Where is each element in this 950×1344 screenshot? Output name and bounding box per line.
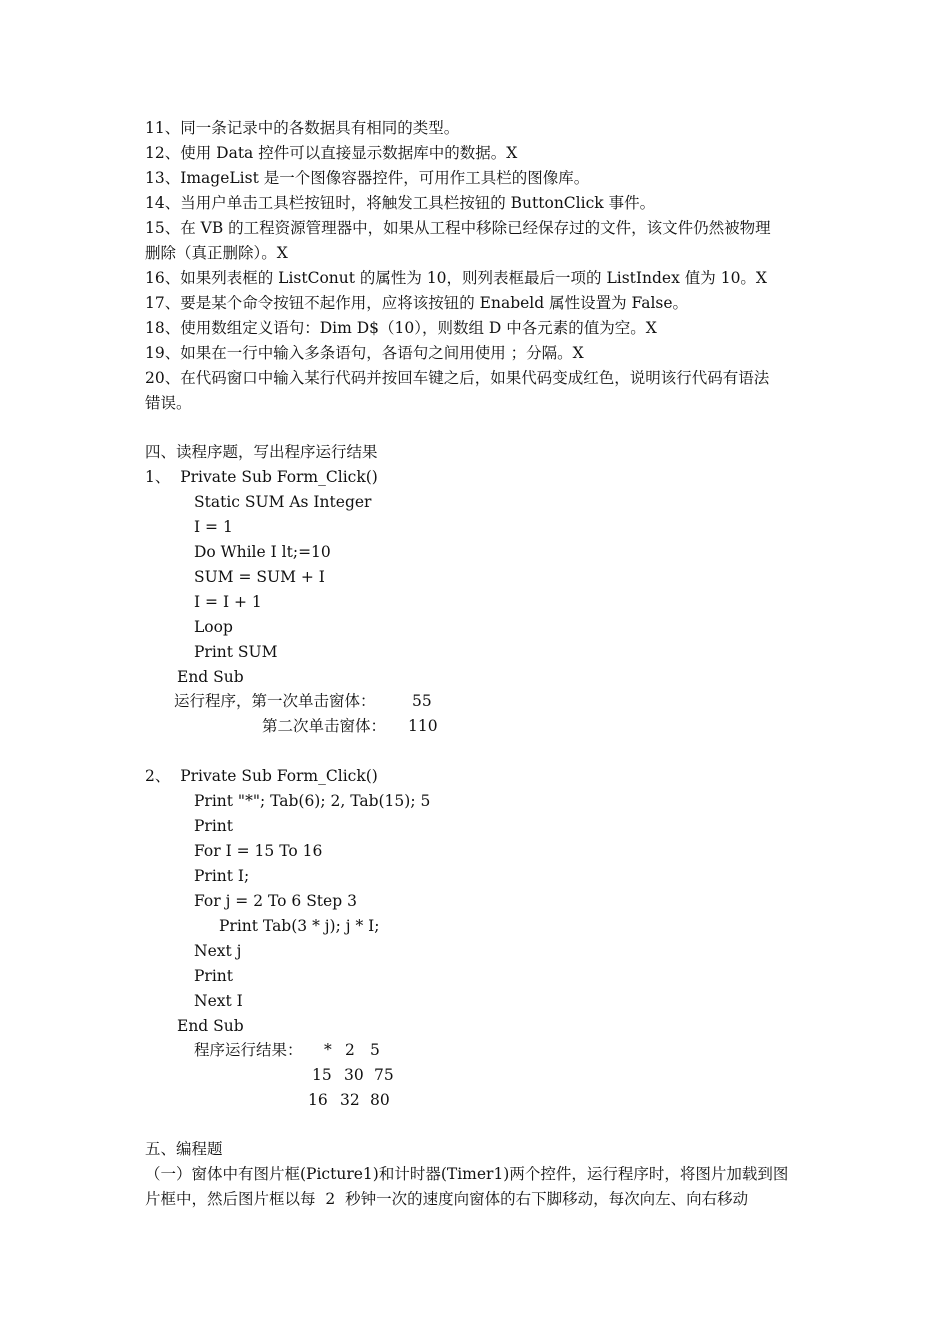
result-cell: * [324,1041,332,1059]
code-line: Print SUM [194,643,278,661]
code-line: Static SUM As Integer [194,493,372,511]
result-cell: 75 [374,1066,394,1084]
section-heading: 五、编程题 [145,1140,223,1158]
code-line: Next j [194,942,242,960]
paragraph-line: 片框中，然后图片框以每 2 秒钟一次的速度向窗体的右下脚移动，每次向左、向右移动 [145,1190,749,1208]
result-label: 程序运行结果： [194,1041,303,1059]
result-cell: 5 [370,1041,380,1059]
code-end: End Sub [177,668,244,686]
tf-item: 14、当用户单击工具栏按钮时，将触发工具栏按钮的 ButtonClick 事件。 [145,194,656,212]
program-header: 1、 Private Sub Form_Click() [145,468,378,486]
program-header: 2、 Private Sub Form_Click() [145,767,378,785]
tf-item: 17、要是某个命令按钮不起作用，应将该按钮的 Enabeld 属性设置为 False。 [145,294,689,312]
code-line: Do While I lt;=10 [194,543,331,561]
result-cell: 15 [312,1066,332,1084]
result-label: 运行程序，第一次单击窗体： [174,692,376,710]
result-label: 第二次单击窗体： [262,717,387,735]
code-line: Next I [194,992,243,1010]
result-cell: 32 [340,1091,360,1109]
tf-item: 16、如果列表框的 ListConut 的属性为 10，则列表框最后一项的 ListIndex 值为 10。X [145,269,767,287]
result-value: 55 [412,692,432,710]
tf-item: 错误。 [145,394,192,412]
result-cell: 30 [344,1066,364,1084]
code-line: Print [194,817,234,835]
tf-item: 20、在代码窗口中输入某行代码并按回车键之后，如果代码变成红色，说明该行代码有语法 [145,369,770,387]
result-cell: 2 [345,1041,355,1059]
code-line: Print Tab(3 * j); j * I; [219,917,380,935]
paragraph-line: （一）窗体中有图片框(Picture1)和计时器(Timer1)两个控件，运行程序时，将图片加载到图 [145,1165,789,1183]
tf-item: 12、使用 Data 控件可以直接显示数据库中的数据。X [145,144,518,162]
tf-item: 19、如果在一行中输入多条语句，各语句之间用使用 ；分隔。X [145,344,584,362]
code-line: For I = 15 To 16 [194,842,323,860]
tf-item: 15、在 VB 的工程资源管理器中，如果从工程中移除已经保存过的文件，该文件仍然被物理 [145,219,771,237]
code-line: Loop [194,618,233,636]
result-value: 110 [408,717,438,735]
result-cell: 80 [370,1091,390,1109]
code-line: I = I + 1 [194,593,262,611]
code-line: SUM = SUM + I [194,568,325,586]
code-line: Print I; [194,867,250,885]
tf-item: 13、ImageList 是一个图像容器控件，可用作工具栏的图像库。 [145,169,590,187]
code-end: End Sub [177,1017,244,1035]
tf-item: 11、同一条记录中的各数据具有相同的类型。 [145,119,460,137]
result-cell: 16 [308,1091,328,1109]
code-line: For j = 2 To 6 Step 3 [194,892,357,910]
code-line: I = 1 [194,518,233,536]
code-line: Print "*"; Tab(6); 2, Tab(15); 5 [194,792,431,810]
section-heading: 四、读程序题，写出程序运行结果 [145,443,378,461]
code-line: Print [194,967,234,985]
tf-item: 删除（真正删除）。X [145,244,288,262]
tf-item: 18、使用数组定义语句：Dim D$（10），则数组 D 中各元素的值为空。X [145,319,657,337]
